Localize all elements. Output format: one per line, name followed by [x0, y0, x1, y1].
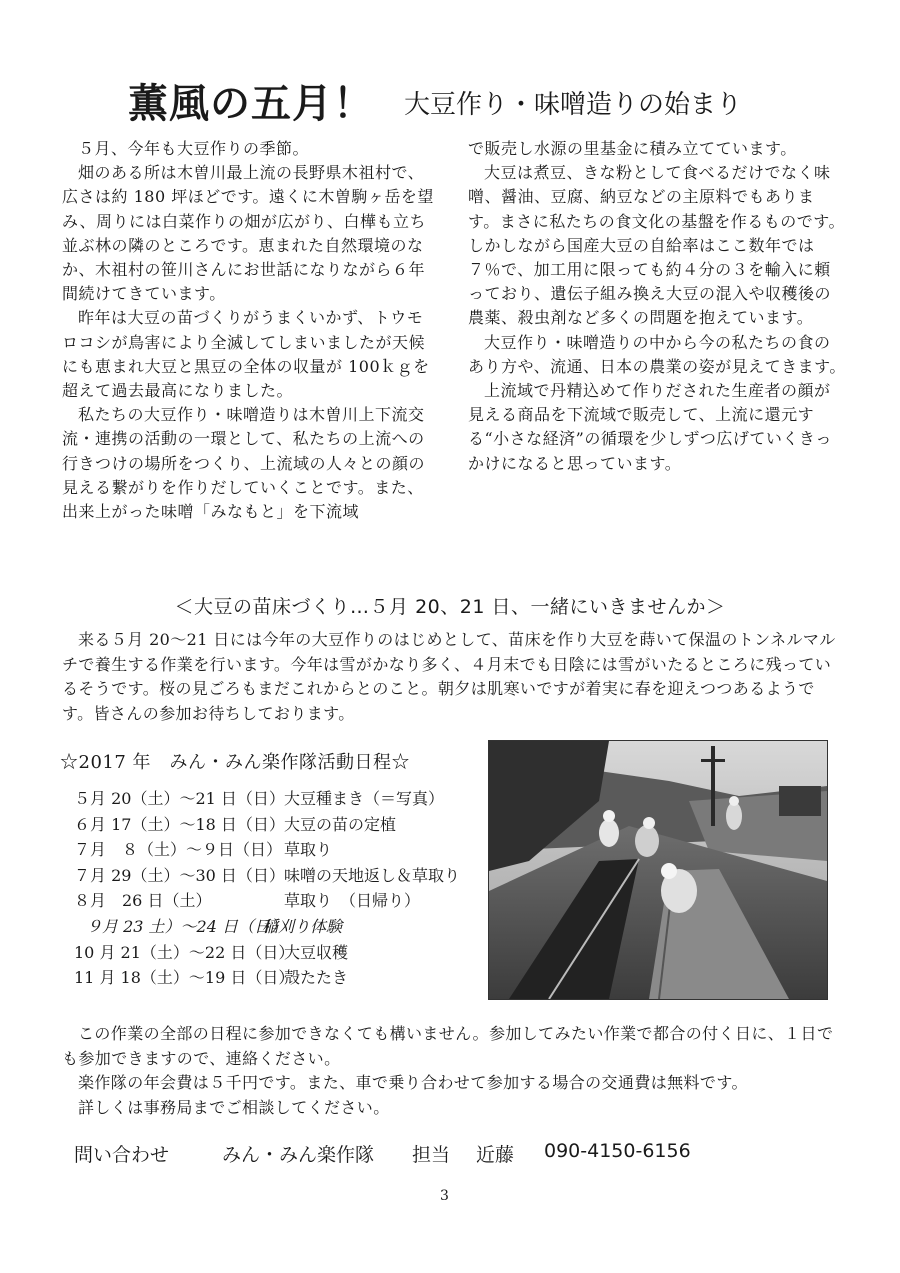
- paragraph: で販売し水源の里基金に積み立てています。: [468, 139, 797, 158]
- schedule-activity: 稲刈り体験: [262, 916, 343, 936]
- title-main: 薫風の五月！: [128, 80, 374, 127]
- schedule-row: [74, 914, 494, 940]
- contact-person: 近藤: [476, 1144, 515, 1166]
- left-column: [62, 137, 434, 524]
- contact-phone: 090-4150-6156: [544, 1140, 691, 1162]
- schedule-row: [74, 837, 494, 863]
- schedule-date: 11 月 18（土）～19 日（日）: [74, 968, 295, 988]
- contact-role: 担当: [412, 1144, 451, 1166]
- contact-label: 問い合わせ: [74, 1144, 170, 1166]
- paragraph: 大豆は煮豆、きな粉として食べるだけでなく味噌、醤油、豆腐、納豆などの主原料でもあります。まさに私たちの食文化の基盤を作るものです。しかしながら国産大豆の自給率はここ数年では７％で、加工用に限っても約４分の３を輸入に頼っており、遺伝子組み換え大豆の混入や収穫後の農薬、殺虫剤など多くの問題を抱えています。: [468, 163, 845, 328]
- schedule-row: [74, 940, 494, 966]
- schedule-row: [74, 888, 494, 914]
- schedule-row: [74, 812, 494, 838]
- contact-line: [74, 1140, 774, 1168]
- paragraph: 上流域で丹精込めて作りだされた生産者の顔が見える商品を下流域で販売して、上流に還元する“小さな経済”の循環を少しずつ広げていくきっかけになると思っています。: [468, 381, 832, 473]
- schedule-list: [74, 786, 494, 991]
- schedule-activity: 大豆収穫: [284, 942, 349, 962]
- schedule-activity: 大豆の苗の定植: [284, 814, 397, 834]
- paragraph: ５月、今年も大豆作りの季節。: [78, 139, 310, 158]
- paragraph: 来る５月 20～21 日には今年の大豆作りのはじめとして、苗床を作り大豆を蒔いて保温のトンネルマルチで養生する作業を行います。今年は雪がかなり多く、４月末でも日陰には雪がいたるところに残っているそうです。桜の見ごろもまだこれからとのこと。朝夕は肌寒いですが着実に春を迎えつつあるようです。皆さんの参加お待ちしております。: [62, 630, 836, 723]
- right-column: [468, 137, 846, 476]
- page-title: [128, 72, 808, 132]
- photo-illustration: [489, 741, 827, 999]
- title-subtitle: 大豆作り・味噌造りの始まり: [404, 90, 743, 120]
- field-work-photo: [488, 740, 828, 1000]
- paragraph: 大豆作り・味噌造りの中から今の私たちの食のあり方や、流通、日本の農業の姿が見えてきます。: [468, 332, 846, 376]
- paragraph: この作業の全部の日程に参加できなくても構いません。参加してみたい作業で都合の付く日に、１日でも参加できますので、連絡ください。: [62, 1024, 834, 1068]
- schedule-date: ６月 17（土）～18 日（日）: [74, 814, 285, 834]
- page-number: 3: [440, 1188, 449, 1204]
- schedule-date: ７月 ８（土）～９日（日）: [74, 840, 283, 860]
- paragraph: 詳しくは事務局までご相談してください。: [78, 1097, 390, 1117]
- schedule-row: [74, 786, 494, 812]
- schedule-title: ☆2017 年 みん・みん楽作隊活動日程☆: [60, 752, 411, 773]
- section-intro: [62, 628, 842, 726]
- schedule-date: 10 月 21（土）～22 日（日）: [74, 942, 295, 962]
- schedule-activity: 殻たたき: [284, 968, 349, 988]
- paragraph: 畑のある所は木曽川最上流の長野県木祖村で、広さは約 180 坪ほどです。遠くに木曽駒ヶ岳を望み、周りには白菜作りの畑が広がり、白樺も立ち並ぶ林の隣のところです。恵まれた自然環境のなか、木祖村の笹川さんにお世話になりながら６年間続けてきています。: [62, 163, 434, 304]
- schedule-activity: 草取り （日帰り）: [284, 891, 421, 911]
- contact-org: みん・みん楽作隊: [222, 1144, 375, 1166]
- paragraph: 楽作隊の年会費は５千円です。また、車で乗り合わせて参加する場合の交通費は無料です。: [78, 1073, 748, 1092]
- schedule-activity: 味噌の天地返し＆草取り: [284, 865, 461, 885]
- section-heading: ＜大豆の苗床づくり…５月 20、21 日、一緒にいきませんか＞: [174, 596, 726, 618]
- schedule-date: ８月 26 日（土）: [74, 891, 212, 911]
- schedule-row: [74, 965, 494, 991]
- footer-notes: [62, 1022, 842, 1120]
- schedule-activity: 草取り: [284, 840, 333, 860]
- schedule-activity: 大豆種まき（＝写真）: [284, 789, 445, 808]
- schedule-date: ５月 20（土）～21 日（日）: [74, 789, 285, 808]
- schedule-row: [74, 863, 494, 889]
- paragraph: 昨年は大豆の苗づくりがうまくいかず、トウモロコシが鳥害により全滅してしまいましたが天候にも恵まれ大豆と黒豆の全体の収量が 100ｋｇを超えて過去最高になりました。: [62, 308, 430, 401]
- schedule-date: ７月 29（土）～30 日（日）: [74, 865, 285, 885]
- schedule-date: ９月 23 土）～24 日（日）: [86, 916, 286, 936]
- paragraph: 私たちの大豆作り・味噌造りは木曽川上下流交流・連携の活動の一環として、私たちの上流への行きつけの場所をつくり、上流域の人々との顔の見える繋がりを作りだしていくことです。また、出来上がった味噌「みなもと」を下流域: [62, 405, 426, 522]
